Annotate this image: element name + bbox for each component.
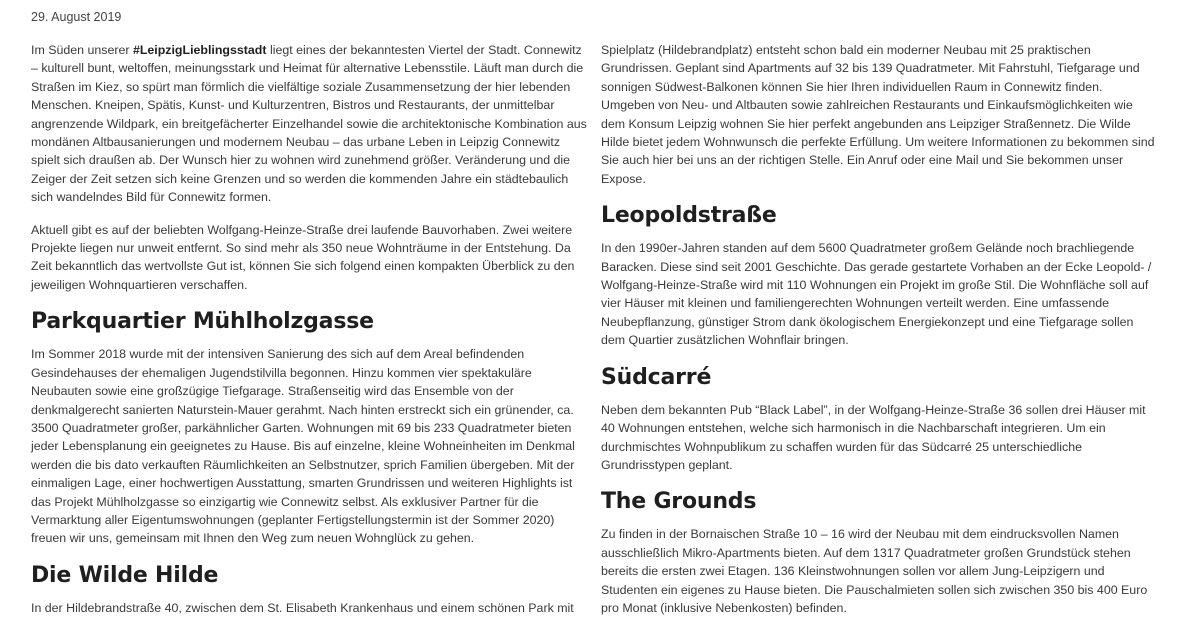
intro-paragraph (31, 41, 587, 207)
heading-suedcarre: Südcarré (601, 364, 712, 390)
overview-paragraph: Aktuell gibt es auf der beliebten Wolfgang-Heinze-Straße drei laufende Bauvorhaben. Zwei weitere Projekte liegen nur unweit entfernt. So sind mehr als 350 neue Wohnträume in der Entstehung. Da Zeit bekanntlich das wertvollste Gut ist, können Sie sich folgend einen kompakten Überblick zu den jeweiligen Wohnquartieren verschaffen. (31, 222, 575, 292)
parkquartier-paragraph: Im Sommer 2018 wurde mit der intensiven Sanierung des sich auf dem Areal befindenden Gesindehauses der ehemaligen Jugendstilvilla begonnen. Hinzu kommen vier spektakuläre Neubauten sowie eine großzügige Tiefgarage. Straßenseitig wird das Ensemble von der denkmalgerecht sanierten Naturstein-Mauer gerahmt. Nach hinten erstreckt sich ein grünender, ca. 3500 Quadratmeter großer, parkähnlicher Garten. Wohnungen mit 69 bis 233 Quadratmeter bieten jeder Lebensplanung ein geeignetes zu Hause. Bis auf einzelne, kleine Wohneinheiten im Denkmal werden die bis dato verkauften Räumlichkeiten an Selbstnutzer, sprich Familien übergeben. Mit der einmaligen Lage, einer hochwertigen Ausstattung, smarten Grundrissen und weiteren Highlights ist das Projekt Mühlholzgasse so einzigartig wie Connewitz selbst. Als exklusiver Partner für die Vermarktung aller Eigentumswohnungen (geplanter Fertigstellungstermin ist der Sommer 2020) freuen wir uns, gemeinsam mit Ihnen den Weg zum neuen Wohnglück zu gehen. (31, 347, 575, 546)
right-column (601, 41, 1159, 631)
the-grounds-paragraph: Zu finden in der Bornaischen Straße 10 – 16 wird der Neubau mit dem eindrucksvollen Namen ausschließlich Mikro-Apartments bieten. Auf dem 1317 Quadratmeter großen Grundstück stehen bereits die ersten zwei Etagen. 136 Kleinstwohnungen sollen vor allem Jung-Leipzigern und Studenten ein eigenes zu Hause bieten. Die Pauschalmieten sollen sich zwischen 350 bis 400 Euro pro Monat (inklusive Nebenkosten) befinden. (601, 527, 1148, 615)
heading-leopoldstrasse: Leopoldstraße (601, 203, 777, 229)
wilde-hilde-paragraph-cont: Spielplatz (Hildebrandplatz) entsteht schon bald ein moderner Neubau mit 25 praktischen Grundrissen. Geplant sind Apartments auf 32 bis 139 Quadratmeter. Mit Fahrstuhl, Tiefgarage und sonnigen Südwest-Balkonen können Sie hier Ihren individuellen Raum in Connewitz finden. Umgeben von Neu- und Altbauten sowie zahlreichen Restaurants und Einkaufsmöglichkeiten wie dem Konsum Leipzig wohnen Sie hier perfekt angebunden ans Leipziger Straßennetz. Die Wilde Hilde bietet jedem Wohnwunsch die perfekte Erfüllung. Um weitere Informationen zu bekommen sind Sie auch hier bei uns an der richtigen Stelle. Ein Anruf oder eine Mail und Sie bekommen unser Expose. (601, 43, 1155, 186)
wilde-hilde-paragraph-start: In der Hildebrandstraße 40, zwischen dem St. Elisabeth Krankenhaus und einem schönen Park mit (31, 600, 574, 615)
intro-text-before: Im Süden unserer (31, 43, 133, 57)
suedcarre-paragraph: Neben dem bekannten Pub “Black Label”, in der Wolfgang-Heinze-Straße 36 sollen drei Häuser mit 40 Wohnungen entstehen, welche sich harmonisch in die Nachbarschaft integrieren. Um ein durchmischtes Wohnpublikum zu schaffen wurden für das Südcarré 25 unterschiedliche Grundrisstypen geplant. (601, 402, 1146, 472)
heading-parkquartier: Parkquartier Mühlholzgasse (31, 309, 374, 335)
heading-the-grounds: The Grounds (601, 489, 757, 515)
leopoldstrasse-paragraph: In den 1990er-Jahren standen auf dem 5600 Quadratmeter großem Gelände noch brachliegende Baracken. Diese sind seit 2001 Geschichte. Das gerade gestartete Vorhaben an der Ecke Leopold- / Wolfgang-Heinze-Straße wird mit 110 Wohnungen ein Projekt im große Stil. Die Wohnfläche soll auf vier Häuser mit kleinen und familiengerechten Wohnungen verteilt werden. Eine umfassende Neubepflanzung, günstiger Strom dank ökologischem Energiekonzept und eine Tiefgarage sollen dem Quartier zusätzlichen Wohnflair bringen. (601, 241, 1152, 348)
article-date: 29. August 2019 (31, 10, 122, 24)
left-column (31, 41, 587, 631)
hashtag-link[interactable]: #LeipzigLieblingsstadt (132, 43, 267, 57)
heading-wilde-hilde: Die Wilde Hilde (31, 562, 219, 588)
intro-text-after: liegt eines der bekanntesten Viertel der Stadt. Connewitz – kulturell bunt, weltoffen, meinungsstark und Heimat für alternative Lebensstile. Läuft man durch die Straßen im Kiez, so spürt man förmlich die vielfältige soziale Zusammensetzung der hier lebenden Menschen. Kneipen, Spätis, Kunst- und Kulturzentren, Bistros und Restaurants, der unmittelbar angrenzende Wildpark, ein breitgefächerter Einzelhandel sowie die architektonische Kombination aus mondänen Altbausanierungen und modernem Neubau – das urbane Leben in Leipzig Connewitz spielt sich draußen ab. Der Wunsch hier zu wohnen wird zunehmend größer. Veränderung und die Zeiger der Zeit setzen sich keine Grenzen und so werden die kommenden Jahre ein städtebaulich sich wandelndes Bild für Connewitz formen. (31, 43, 587, 205)
